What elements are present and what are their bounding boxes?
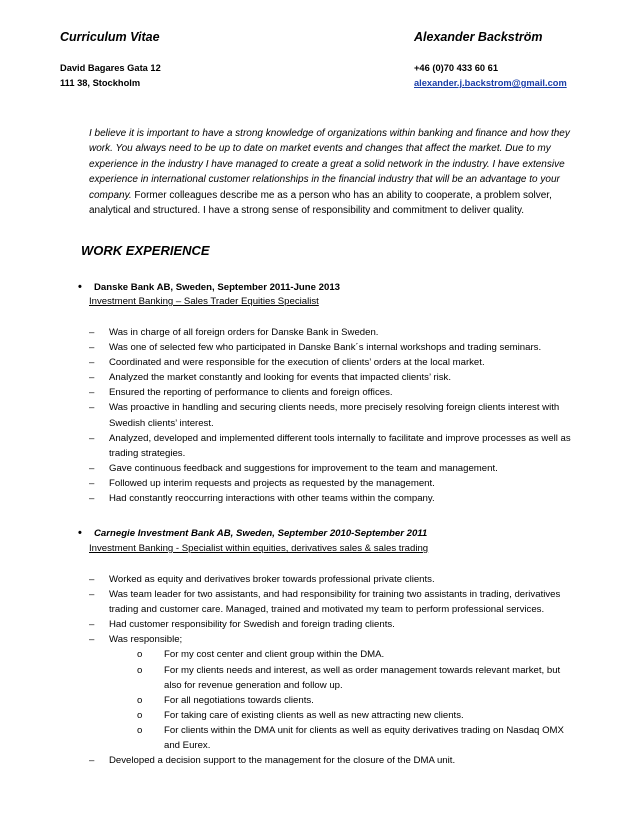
sub-duty-text: For clients within the DMA unit for clients as well as equity derivatives trading on Nasdaq OMX and Eurex.	[164, 724, 564, 752]
responsibility-sublist	[109, 647, 579, 753]
duty-text: Coordinated and were responsible for the execution of clients’ orders at the local market.	[109, 357, 485, 369]
summary-plain: Former colleagues describe me as a person who has an ability to cooperate, a problem solver, analytical and structured. I have a strong sense of responsibility and commitment to deliver quality.	[89, 189, 552, 217]
circle-marker: o	[137, 724, 143, 736]
dash-marker: –	[89, 462, 95, 474]
job-title-text: Carnegie Investment Bank AB, Sweden, September 2010-September 2011	[94, 528, 428, 539]
dash-marker: –	[89, 477, 95, 489]
sub-list-item	[109, 647, 579, 662]
job-heading-carnegie	[78, 527, 427, 539]
dash-marker: –	[89, 619, 95, 631]
list-item	[89, 587, 579, 617]
job-role-danske: Investment Banking – Sales Trader Equities Specialist	[89, 296, 319, 307]
dash-marker: –	[89, 342, 95, 354]
duty-text: Ensured the reporting of performance to clients and foreign offices.	[109, 387, 393, 399]
list-item	[89, 340, 579, 355]
list-item	[89, 385, 579, 400]
dash-marker: –	[89, 327, 95, 338]
dash-marker: –	[89, 372, 95, 384]
list-item	[89, 325, 579, 340]
dash-marker: –	[89, 574, 95, 585]
person-name: Alexander Backström	[414, 30, 543, 44]
address-line-2: 111 38, Stockholm	[60, 78, 141, 88]
phone-number: +46 (0)70 433 60 61	[414, 63, 498, 73]
document-title: Curriculum Vitae	[60, 30, 160, 44]
list-item	[89, 431, 579, 461]
circle-marker: o	[137, 664, 143, 676]
circle-marker: o	[137, 694, 143, 706]
profile-summary	[89, 126, 579, 218]
list-item	[89, 476, 579, 491]
summary-italic: I believe it is important to have a strong knowledge of organizations within banking and finance and how they work. You always need to be up to date on market events and changes that affect the market. Due to my experience in the industry I have managed to create a great a solid network in the industry. I have extensive experience in international customer relationships in the financial industry that will be an advantage to your company.	[89, 128, 570, 201]
duty-text: Followed up interim requests and projects as requested by the management.	[109, 477, 435, 489]
duty-text: Developed a decision support to the management for the closure of the DMA unit.	[109, 755, 456, 767]
sub-list-item	[109, 663, 579, 693]
duty-text: Gave continuous feedback and suggestions for improvement to the team and management.	[109, 462, 498, 474]
circle-marker: o	[137, 649, 143, 661]
sub-duty-text: For my clients needs and interest, as well as order management towards relevant market, but also for revenue generation and follow up.	[164, 664, 561, 691]
dash-marker: –	[89, 589, 95, 601]
duty-text: Had constantly reoccurring interactions with other teams within the company.	[109, 493, 435, 505]
sub-duty-text: For taking care of existing clients as well as new attracting new clients.	[164, 709, 464, 721]
list-item	[89, 461, 579, 476]
duty-text: Was one of selected few who participated in Danske Bank´s internal workshops and trading seminars.	[109, 342, 542, 354]
list-item	[89, 400, 579, 430]
sub-list-item	[109, 723, 579, 753]
list-item	[89, 370, 579, 385]
list-item	[89, 617, 579, 632]
duty-text: Was in charge of all foreign orders for Danske Bank in Sweden.	[109, 327, 379, 338]
bullet-marker: •	[78, 281, 82, 293]
sub-duty-text: For my cost center and client group within the DMA.	[164, 649, 385, 661]
circle-marker: o	[137, 709, 143, 721]
carnegie-duties-list	[89, 572, 579, 768]
duty-text: Worked as equity and derivatives broker towards professional private clients.	[109, 574, 435, 585]
duty-text: Analyzed, developed and implemented different tools internally to facilitate and improve processes as well as trading strategies.	[109, 432, 571, 459]
sub-list-item	[109, 708, 579, 723]
list-item	[89, 491, 579, 506]
dash-marker: –	[89, 387, 95, 399]
duty-text: Had customer responsibility for Swedish and foreign trading clients.	[109, 619, 395, 631]
sub-list-item	[109, 693, 579, 708]
email-link[interactable]: alexander.j.backstrom@gmail.com	[414, 78, 567, 88]
duty-text: Was team leader for two assistants, and had responsibility for training two assistants in trading, derivatives trading and customer care. Managed, trained and motivated my team to perform professional services.	[109, 589, 561, 616]
job-title-text: Danske Bank AB, Sweden, September 2011-June 2013	[94, 282, 340, 293]
list-item	[89, 355, 579, 370]
list-item	[89, 632, 579, 753]
job-heading-danske	[78, 281, 340, 293]
dash-marker: –	[89, 493, 95, 505]
dash-marker: –	[89, 357, 95, 369]
sub-duty-text: For all negotiations towards clients.	[164, 694, 314, 706]
bullet-marker: •	[78, 527, 82, 539]
address-line-1: David Bagares Gata 12	[60, 63, 161, 73]
dash-marker: –	[89, 402, 95, 414]
work-experience-heading: WORK EXPERIENCE	[81, 243, 210, 258]
job-role-carnegie: Investment Banking - Specialist within equities, derivatives sales & sales trading	[89, 543, 429, 554]
list-item	[89, 753, 579, 768]
duty-text: Was proactive in handling and securing clients needs, more precisely resolving foreign clients interest with Swedish clients’ interest.	[109, 402, 560, 429]
duty-text: Was responsible;	[109, 634, 183, 646]
dash-marker: –	[89, 634, 95, 646]
dash-marker: –	[89, 755, 95, 767]
danske-duties-list	[89, 325, 579, 506]
list-item	[89, 572, 579, 587]
dash-marker: –	[89, 432, 95, 444]
duty-text: Analyzed the market constantly and looking for events that impacted clients’ risk.	[109, 372, 451, 384]
